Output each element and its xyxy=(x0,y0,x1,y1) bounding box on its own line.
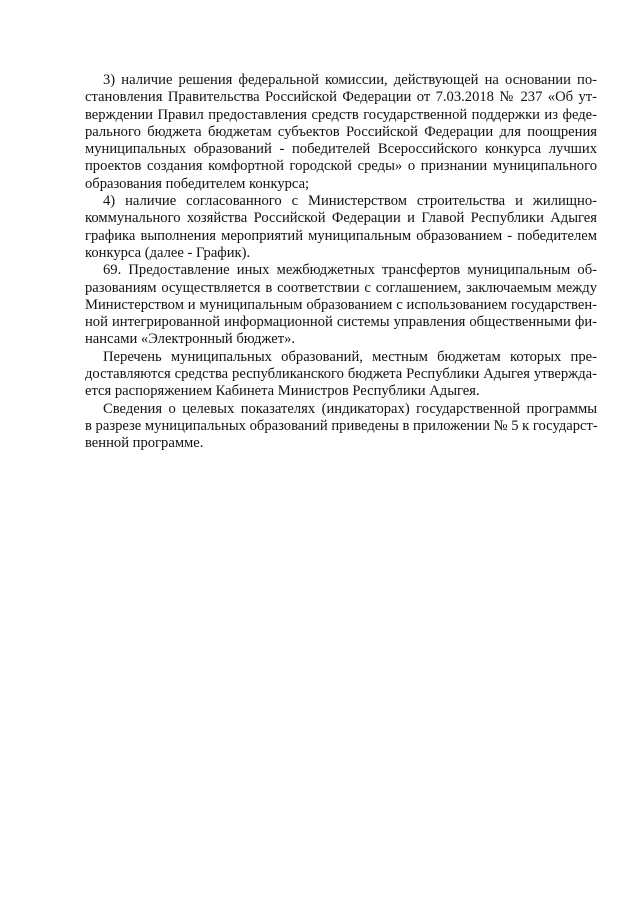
paragraph-line: ной интегрированной информационной системы управления общественными фи- xyxy=(85,314,597,331)
paragraph-line: в разрезе муниципальных образований приведены в приложении № 5 к государст- xyxy=(85,417,598,434)
paragraph-line: 4) наличие согласованного с Министерством строительства и жилищно- xyxy=(103,193,597,210)
paragraph-line: конкурса (далее - График). xyxy=(85,244,251,261)
paragraph-line: Перечень муниципальных образований, местным бюджетам которых пре- xyxy=(103,348,597,365)
paragraph-line: графика выполнения мероприятий муниципальным образованием - победителем xyxy=(85,227,597,244)
paragraph-line: коммунального хозяйства Российской Федерации и Главой Республики Адыгея xyxy=(85,210,597,227)
paragraph-line: образования победителем конкурса; xyxy=(85,175,310,192)
paragraph-line: разованиям осуществляется в соответствии с соглашением, заключаемым между xyxy=(85,279,597,296)
document-body xyxy=(85,72,597,453)
paragraph-target-indicators xyxy=(85,401,597,453)
paragraph-line: 3) наличие решения федеральной комиссии, действующей на основании по- xyxy=(103,72,597,88)
paragraph-list-of-municipalities xyxy=(85,349,597,401)
paragraph-item-4 xyxy=(85,193,597,262)
paragraph-69 xyxy=(85,262,597,348)
paragraph-line: Сведения о целевых показателях (индикаторах) государственной программы xyxy=(103,400,597,417)
paragraph-line: муниципальных образований - победителей Всероссийского конкурса лучших xyxy=(85,141,597,158)
paragraph-line: проектов создания комфортной городской среды» о признании муниципального xyxy=(85,158,597,175)
paragraph-line: верждении Правил предоставления средств государственной поддержки из феде- xyxy=(85,106,597,123)
paragraph-line: Министерством и муниципальным образованием с использованием государствен- xyxy=(85,296,597,313)
paragraph-line: 69. Предоставление иных межбюджетных трансфертов муниципальным об- xyxy=(103,262,597,279)
paragraph-item-3 xyxy=(85,72,597,193)
paragraph-line: венной программе. xyxy=(85,435,204,452)
paragraph-line: ется распоряжением Кабинета Министров Республики Адыгея. xyxy=(85,383,480,400)
paragraph-line: нансами «Электронный бюджет». xyxy=(85,331,296,348)
paragraph-line: доставляются средства республиканского бюджета Республики Адыгея утвержда- xyxy=(85,366,597,383)
paragraph-line: становления Правительства Российской Федерации от 7.03.2018 № 237 «Об ут- xyxy=(85,89,597,106)
paragraph-line: рального бюджета бюджетам субъектов Российской Федерации для поощрения xyxy=(85,123,597,140)
